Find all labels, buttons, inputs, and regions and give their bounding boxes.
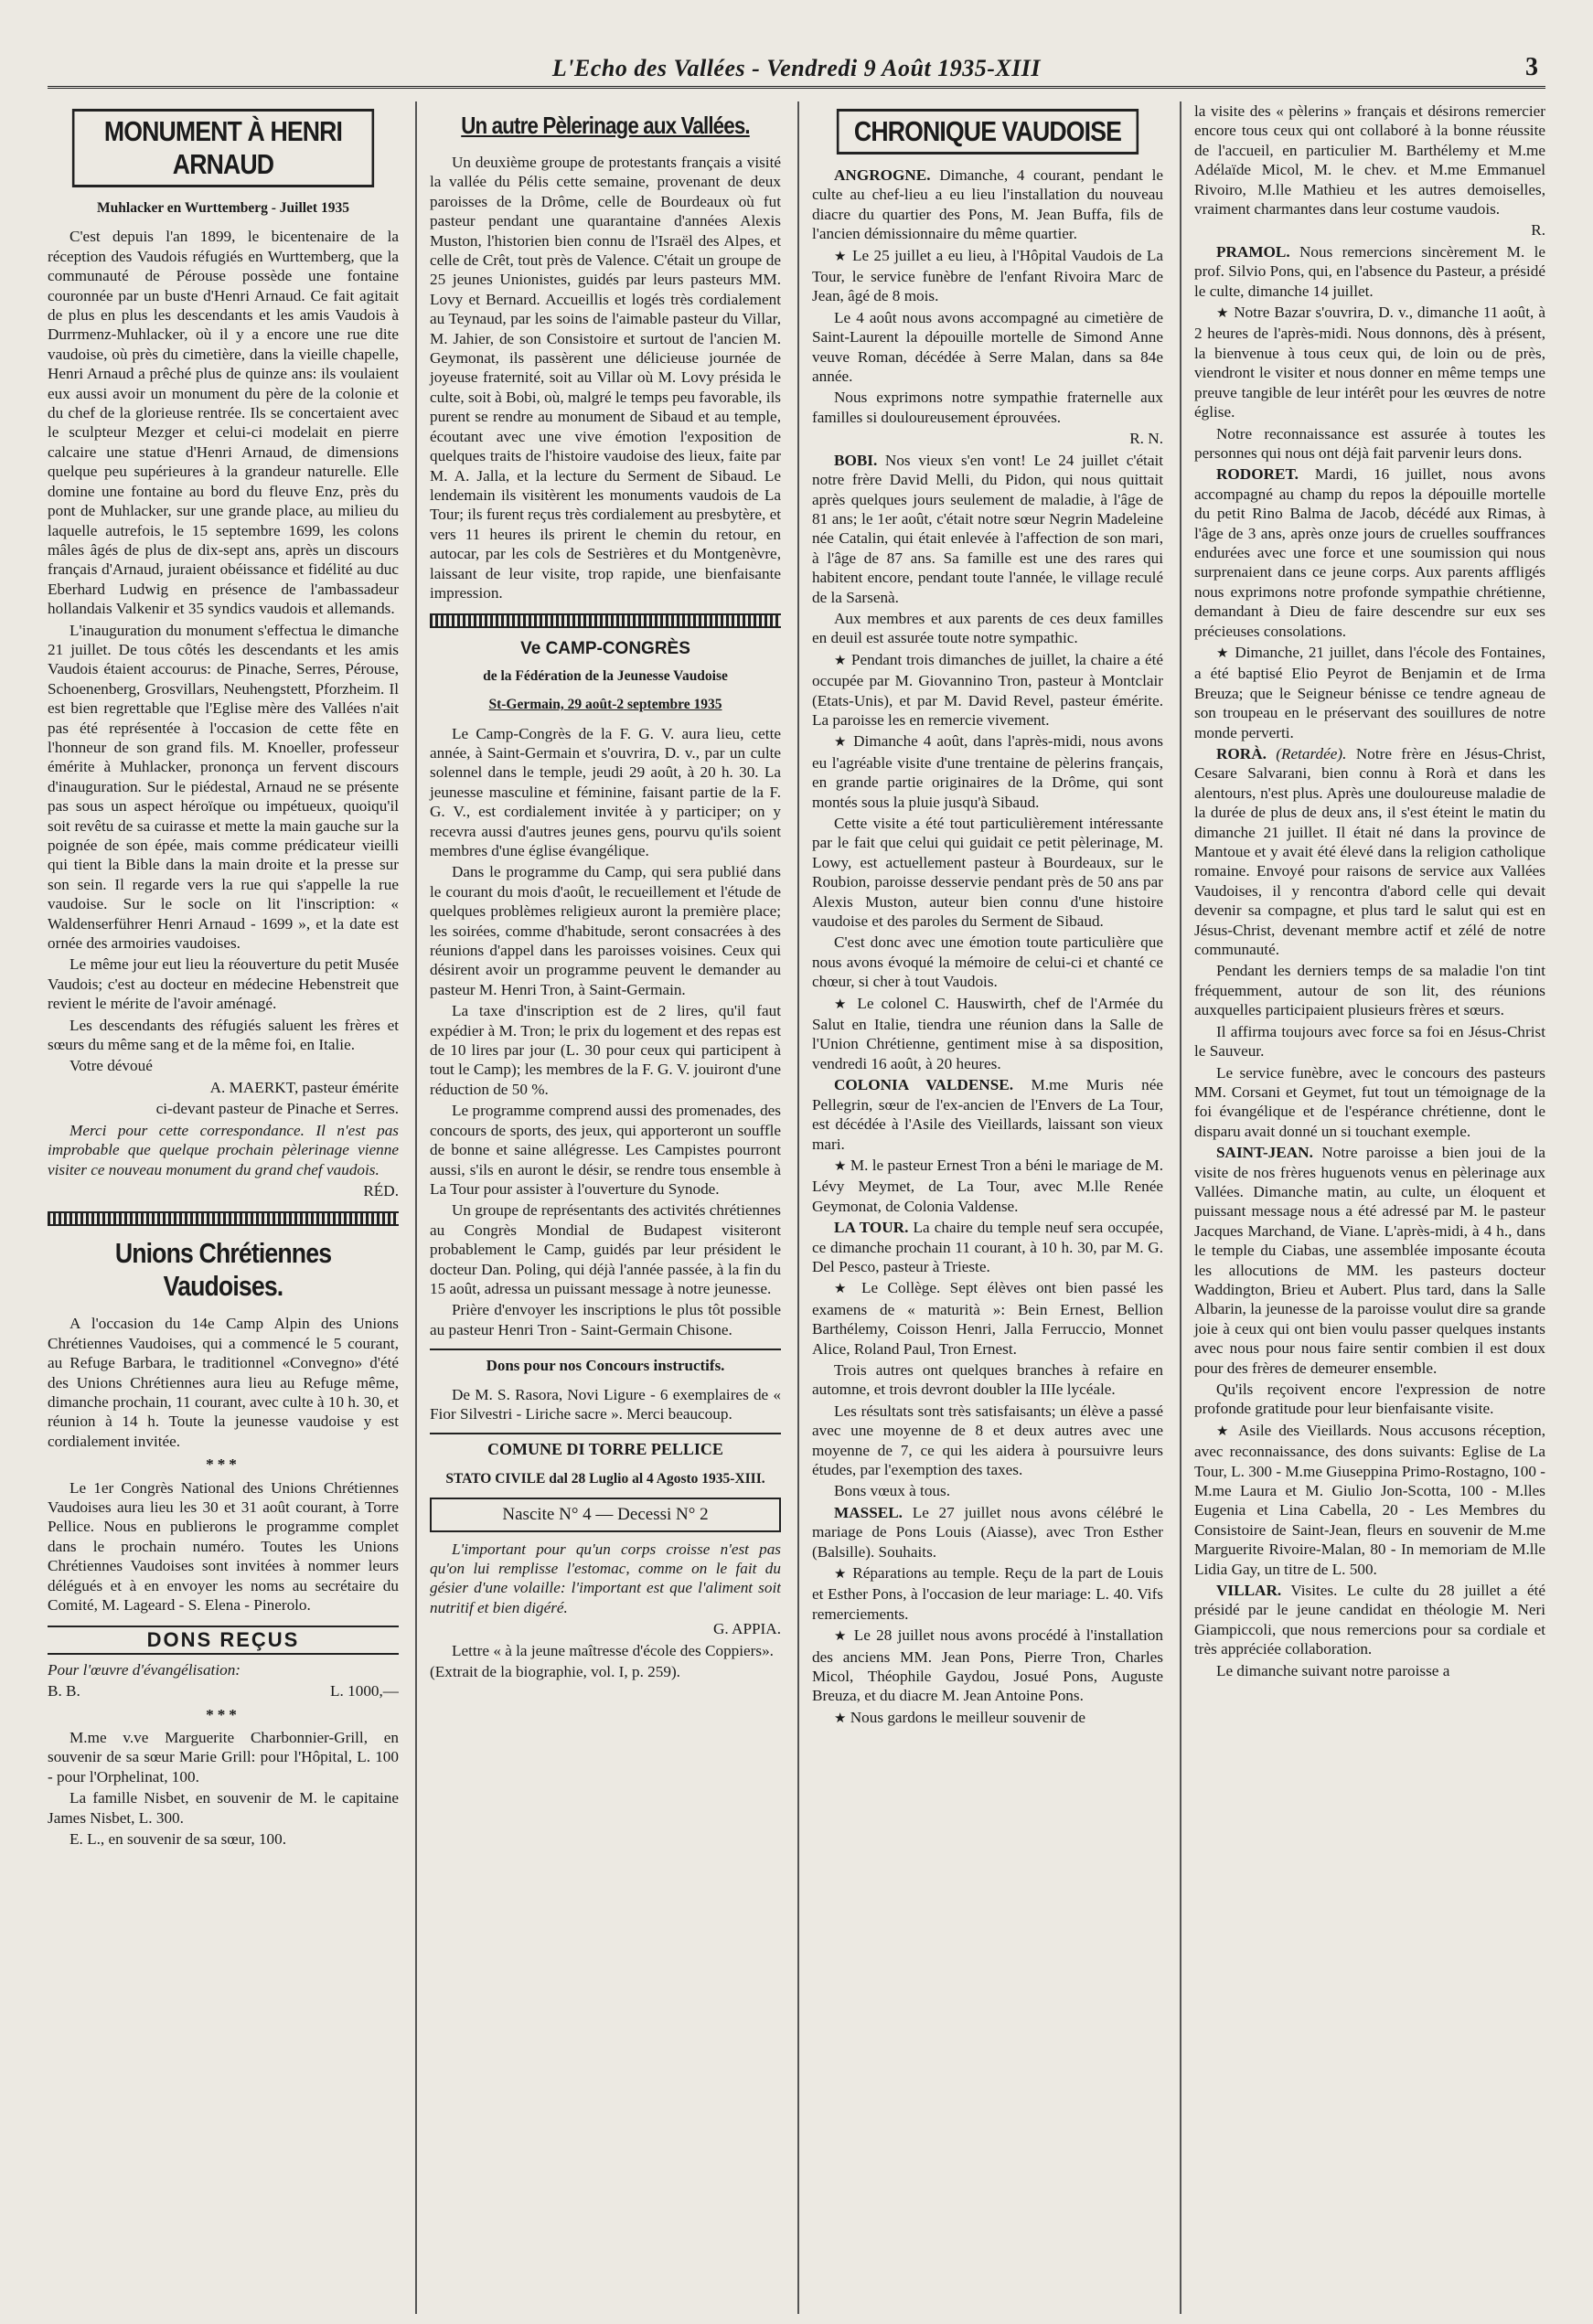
comune-title: COMUNE DI TORRE PELLICE: [487, 1440, 723, 1459]
column-2: [415, 101, 781, 2314]
place-rodoret: RODORET.: [1216, 465, 1299, 484]
stato-civile: STATO CIVILE dal 28 Luglio al 4 Agosto 1935-XIII.: [445, 1470, 765, 1487]
chronique-paragraph: ★ Dimanche, 21 juillet, dans l'école des Fontaines, a été baptisé Elio Peyrot de Benjamin et de Irma Breuza; que le Seigneur bénisse ce tendre agneau de son troupeau en le préservant des souillures de notre monde perverti.: [1194, 643, 1545, 741]
editor-note: [48, 1121, 399, 1179]
place-la-tour: LA TOUR.: [834, 1219, 909, 1237]
chronique-paragraph: [1194, 744, 1545, 959]
monument-title: MONUMENT À HENRI ARNAUD: [72, 109, 374, 187]
camp-paragraph: Le Camp-Congrès de la F. G. V. aura lieu, cette année, à Saint-Germain et s'ouvrira, D. v., par un culte solennel dans le temple, jeudi 29 août, à 20 h. 30. La jeunesse masculine et féminine, faisant partie de la F. G. V., est cordialement invitée à y participer; on y recevra aussi d'autres jeunes gens, pourvu qu'ils soient membres d'une église évangélique.: [430, 724, 781, 859]
dons-amount: L. 1000,—: [330, 1682, 399, 1700]
chronique-text: Le 25 juillet a eu lieu, à l'Hôpital Vaudois de La Tour, le service funèbre de l'enfant Rivoira Marc de Jean, âgé de 8 mois.: [812, 246, 1163, 305]
decorative-rule: [48, 1211, 399, 1226]
chronique-text: Mardi, 16 juillet, nous avons accompagné au champ du repos la dépouille mortelle du petit Rino Balma de Jacob, décédé aux Rimas, à l'âge de 3 ans, après onze jours de cruelles souffrances endurées avec une force et une soumission qui nous surprenaient dans ce jeune corps. Aux parents affligés nous exprimons notre profonde sympathie chrétienne, demandant à Dieu de faire descendre sur eux ses précieuses consolations.: [1194, 465, 1545, 640]
chronique-paragraph: [812, 1075, 1163, 1154]
dons-paragraph: E. L., en souvenir de sa sœur, 100.: [69, 1830, 287, 1849]
quote-text: L'important pour qu'un corps croisse n'est pas qu'on lui remplisse l'estomac, comme on le fait du gésier d'une volaille: l'important est que l'aliment soit nutritif et bien digéré.: [430, 1540, 781, 1616]
place-villar: VILLAR.: [1216, 1582, 1282, 1600]
chronique-paragraph: Bons vœux à tous.: [834, 1482, 951, 1500]
unions-title: Unions Chrétiennes Vaudoises.: [114, 1237, 332, 1303]
chronique-paragraph: [1194, 1143, 1545, 1378]
chronique-signature: R. N.: [1129, 430, 1163, 448]
chronique-paragraph: Notre reconnaissance est assurée à toutes les personnes qui nous ont déjà fait parvenir leurs dons.: [1194, 424, 1545, 462]
chronique-text: Nous remercions sincèrement M. le prof. Silvio Pons, qui, en l'absence du Pasteur, a présidé le culte, dimanche 14 juillet.: [1194, 242, 1545, 300]
masthead: [48, 48, 1545, 89]
chronique-paragraph: Qu'ils reçoivent encore l'expression de notre profonde gratitude pour leur bienfaisante visite.: [1194, 1381, 1545, 1418]
quote: [430, 1540, 781, 1618]
quote-extract: (Extrait de la biographie, vol. I, p. 259).: [430, 1663, 680, 1681]
chronique-paragraph: Il affirma toujours avec force sa foi en Jésus-Christ le Sauveur.: [1194, 1022, 1545, 1061]
chronique-text: La chaire du temple neuf sera occupée, ce dimanche prochain 11 courant, à 10 h. 30, par M. G. Del Pesco, pasteur à Trieste.: [812, 1219, 1163, 1275]
chronique-paragraph: C'est donc avec une émotion toute particulière que nous avons évoqué la mémoire de celui-ci et chanté ce chœur, si cher à tout Vaudois.: [812, 933, 1163, 991]
chronique-paragraph: [1194, 242, 1545, 301]
chronique-paragraph: ★ Le 25 juillet a eu lieu, à l'Hôpital Vaudois de La Tour, le service funèbre de l'enfant Rivoira Marc de Jean, âgé de 8 mois.: [812, 246, 1163, 305]
camp-subtitle: de la Fédération de la Jeunesse Vaudoise: [483, 667, 728, 684]
chronique-text: Le 27 juillet nous avons célébré le mariage de Pons Louis (Aiasse), avec Tron Esther (Balsille). Souhaits.: [812, 1503, 1163, 1561]
dons-donor: B. B.: [48, 1682, 80, 1700]
chronique-paragraph: ★ Dimanche 4 août, dans l'après-midi, nous avons eu l'agréable visite d'une trentaine de pèlerins français, en grande partie originaires de la Drôme, qui sont montés sous la pluie jusqu'à Sibaud.: [812, 732, 1163, 811]
chronique-text: Réparations au temple. Reçu de la part de Louis et Esther Pons, à l'occasion de leur mariage: L. 40. Vifs remerciements.: [812, 1564, 1163, 1623]
chronique-text: Dimanche 4 août, dans l'après-midi, nous avons eu l'agréable visite d'une trentaine de pèlerins français, en grande partie originaires de la Drôme, qui sont montés sous la pluie jusqu'à Sibaud.: [812, 732, 1163, 811]
chronique-paragraph: [812, 165, 1163, 244]
page-number: 3: [1525, 53, 1538, 81]
monument-dateline: Muhlacker en Wurttemberg - Juillet 1935: [97, 200, 349, 216]
place-angrogne: ANGROGNE.: [834, 166, 931, 184]
dons-subtitle-text: Pour l'œuvre d'évangélisation:: [48, 1660, 241, 1679]
chronique-paragraph: ★ Nous gardons le meilleur souvenir de: [834, 1708, 1086, 1726]
chronique-paragraph: ★ M. le pasteur Ernest Tron a béni le mariage de M. Lévy Meymet, de La Tour, avec M.lle Renée Geymonat, de Colonia Valdense.: [812, 1156, 1163, 1215]
camp-paragraph: Le programme comprend aussi des promenades, des concours de sports, des jeux, qui apporteront un souffle de bonne et saine allégresse. Les Campistes pourront aussi, s'ils en auront le désir, se rendre tous ensemble à La Tour pour assister à l'ouverture du Synode.: [430, 1102, 781, 1198]
rora-tag: (Retardée).: [1276, 745, 1347, 762]
separator-stars: ***: [206, 1455, 241, 1474]
place-rora: RORÀ.: [1216, 745, 1267, 762]
unions-paragraph: Le 1er Congrès National des Unions Chrétiennes Vaudoises aura lieu les 30 et 31 août courant, à Torre Pellice. Nous en publierons le programme complet dans le prochain numéro. Toutes les Unions Chrétiennes Vaudoises sont invitées à nommer leurs délégués et à en envoyer les noms au secrétaire du Comité, M. Lageard - S. Elena - Pinerolo.: [48, 1478, 399, 1614]
concours-title: Dons pour nos Concours instructifs.: [486, 1357, 725, 1375]
chronique-text: Nos vieux s'en vont! Le 24 juillet c'était notre frère David Melli, du Pidon, qui nous quittait après quelques jours seulement de maladie, à l'âge de 81 ans; le 1er août, c'était notre sœur Negrin Madeleine née Catalin, qui était enlevée à l'affection de son mari, à l'âge de 87 ans. Sa famille est une des rares qui habitent encore, pendant toute l'année, le village reculé de la Sarsenà.: [812, 451, 1163, 606]
chronique-text: Nous gardons le meilleur souvenir de: [850, 1708, 1086, 1726]
chronique-paragraph: [812, 1218, 1163, 1276]
place-pramol: PRAMOL.: [1216, 242, 1290, 261]
place-bobi: BOBI.: [834, 451, 878, 469]
dons-subtitle: [48, 1660, 399, 1679]
dons-paragraph: M.me v.ve Marguerite Charbonnier-Grill, en souvenir de sa sœur Marie Grill: pour l'Hôpital, L. 100 - pour l'Orphelinat, 100.: [48, 1729, 399, 1786]
chronique-text: Visites. Le culte du 28 juillet a été présidé par le jeune candidat en théologie M. Neri Giampiccoli, que nous remercions pour sa cordiale et très appréciée collaboration.: [1194, 1582, 1545, 1658]
chronique-paragraph: Le service funèbre, avec le concours des pasteurs MM. Corsani et Geymet, fut tout un témoignage de la foi évangélique et de l'espérance chrétienne, dont le disparu avait donné un si touchant exemple.: [1194, 1063, 1545, 1140]
chronique-text: Notre frère en Jésus-Christ, Cesare Salvarani, bien connu à Rorà et dans les alentours, n'est plus. Après une douloureuse maladie de la durée de plus de deux ans, il s'est éteint le matin du dimanche 21 juillet. Il était né dans la province de Mantoue et y avait été élevé dans la religion catholique romaine. Envoyé pour raisons de service aux Vallées Vaudoises, il y rencontra d'abord celle qui devait devenir sa compagne, et plus tard le salut qui est en Jésus-Christ, devenant membre actif et zélé de notre communauté.: [1194, 745, 1545, 959]
chronique-paragraph: ★ Pendant trois dimanches de juillet, la chaire a été occupée par M. Giovannino Tron, pasteur à Montclair (Etats-Unis), et par M. David Revel, pasteur émérite. La paroisse les en remercie vivement.: [812, 650, 1163, 729]
chronique-paragraph: [1194, 464, 1545, 641]
chronique-text: M. le pasteur Ernest Tron a béni le mariage de M. Lévy Meymet, de La Tour, avec M.lle Renée Geymonat, de Colonia Valdense.: [812, 1156, 1163, 1215]
chronique-text: M.me Muris née Pellegrin, sœur de l'ex-ancien de l'Envers de La Tour, est décédée à l'Asile des Vieillards, laissant son vieux mari.: [812, 1076, 1163, 1153]
pelerinage-paragraph: Un deuxième groupe de protestants français a visité la vallée du Pélis cette semaine, provenant de deux paroisses de la Drôme, celle de Bourdeaux où fut pasteur pendant une quarantaine d'années Alexis Muston, l'historien bien connu de l'Israël des Alpes, et celle de Crêt, tout près de Valence. C'était un groupe de 25 jeunes Unionistes, guidés par leurs pasteurs MM. Lovy et Bernard. Accueillis et logés très cordialement au Teynaud, par les soins de l'aimable pasteur du Villar, M. Jahier, de son Consistoire et surtout de l'ancien M. Geymonat, ils passèrent une délicieuse journée de joyeuse fraternité, soit au Villar où M. Lovy présida le culte, soit à Bobi, où, malgré le temps peu favorable, ils purent se rendre au monument de Sibaud et au temple, écoutant avec une vive émotion l'exposition de quelques traits de l'histoire vaudoise des lieux, faite par M. A. Jalla, et la lecture du Serment de Sibaud. Le lendemain ils visitèrent les monuments vaudois de La Tour; ils furent reçus très cordialement au presbytère, et vers 11 heures ils prirent le chemin du retour, en autocar, par les cols de Sestrières et du Montgenèvre, laissant de leur visite, trop rapide, une bienfaisante impression.: [430, 154, 781, 602]
signature-line: A. MAERKT, pasteur émérite: [209, 1078, 399, 1096]
column-1: [48, 101, 399, 2314]
camp-paragraph: Un groupe de représentants des activités chrétiennes au Congrès Mondial de Budapest visiteront probablement le Camp, guidés par leur président le docteur Dan. Poling, qui déjà l'année passée, à la fin du 15 août, adressa un puissant message à notre jeunesse.: [430, 1201, 781, 1297]
chronique-text: Notre Bazar s'ouvrira, D. v., dimanche 11 août, à 2 heures de l'après-midi. Nous donnons, dès à présent, la bienvenue à tous ceux qui, de loin ou de près, viendront le visiter et nous donner en même temps une preuve tangible de leur intérêt pour les œuvres de notre église.: [1194, 304, 1545, 421]
monument-paragraph: Les descendants des réfugiés saluent les frères et sœurs du même sang et de la même foi, en Italie.: [48, 1016, 399, 1054]
chronique-paragraph: Pendant les derniers temps de sa maladie l'on tint fréquemment, autour de son lit, des réunions auxquelles participaient plusieurs frères et sœurs.: [1194, 962, 1545, 1019]
chronique-paragraph: Le dimanche suivant notre paroisse a: [1216, 1661, 1450, 1679]
chronique-title: CHRONIQUE VAUDOISE: [837, 109, 1139, 155]
columns: [48, 101, 1545, 2314]
place-massel: MASSEL.: [834, 1503, 903, 1521]
separator-stars: ***: [206, 1705, 241, 1723]
decorative-rule: [430, 613, 781, 628]
camp-paragraph: Prière d'envoyer les inscriptions le plus tôt possible au pasteur Henri Tron - Saint-Germain Chisone.: [430, 1301, 781, 1338]
chronique-paragraph: [1194, 1581, 1545, 1659]
chronique-paragraph: ★ Asile des Vieillards. Nous accusons réception, avec reconnaissance, des dons suivants: Eglise de La Tour, L. 300 - M.me Giuseppina Primo-Rostagno, 100 - M.me Laura et M. Giulio Jon-Scotta, 100 - M.lles Eugenia et Lina Cabella, 20 - Les Membres du Consistoire de Saint-Jean, fleurs en souvenir de M.me Marguerite Rivoire-Malan, 80 - In memoriam de M.lle Lidia Gay, un titre de L. 500.: [1194, 1421, 1545, 1578]
chronique-paragraph: ★ Réparations au temple. Reçu de la part de Louis et Esther Pons, à l'occasion de leur mariage: L. 40. Vifs remerciements.: [812, 1564, 1163, 1623]
chronique-paragraph: [812, 1503, 1163, 1562]
signature-line: Votre dévoué: [69, 1057, 153, 1075]
chronique-paragraph: Trois autres ont quelques branches à refaire en automne, et trois devront doubler la IIIe lycéale.: [812, 1360, 1163, 1399]
chronique-paragraph: Les résultats sont très satisfaisants; un élève a passé avec une moyenne de 8 et deux autres avec une moyenne de 7, ce qui les aidera à poursuivre leurs études, par l'exemption des taxes.: [812, 1402, 1163, 1478]
chronique-paragraph: Cette visite a été tout particulièrement intéressante par le fait que celui qui guidait ce petit pèlerinage, M. Lowy, est actuellement pasteur à Bourdeaux, sur le Roubion, paroisse desservie pendant près de 50 ans par Alexis Muston, auteur bien connu d'une histoire vaudoise et des paroles du Serment de Sibaud.: [812, 815, 1163, 931]
place-colonia-valdense: COLONIA VALDENSE.: [834, 1076, 1014, 1094]
concours-paragraph: De M. S. Rasora, Novi Ligure - 6 exemplaires de « Fior Silvestri - Liriche sacre ». Merci beaucoup.: [430, 1385, 781, 1423]
column-4: [1180, 101, 1545, 2314]
chronique-text: Dimanche, 21 juillet, dans l'école des Fontaines, a été baptisé Elio Peyrot de Benjamin et de Irma Breuza; que le Seigneur bénisse ce tendre agneau de son troupeau en le préservant des souillures de notre monde perverti.: [1194, 643, 1545, 741]
camp-paragraph: La taxe d'inscription est de 2 lires, qu'il faut expédier à M. Tron; le prix du logement et des repas est de 10 lires par jour (L. 30 pour ceux qui participent à tout le Camp); les membres de la F. G. V. jouiront d'une réduction de 50 %.: [430, 1002, 781, 1098]
chronique-paragraph: [812, 451, 1163, 607]
chronique-text: Pendant trois dimanches de juillet, la chaire a été occupée par M. Giovannino Tron, pasteur à Montclair (Etats-Unis), et par M. David Revel, pasteur émérite. La paroisse les en remercie vivement.: [812, 650, 1163, 729]
chronique-text: Notre paroisse a bien joui de la visite de nos frères huguenots venus en pèlerinage aux Vallées. Dimanche matin, au culte, un éloquent et puissant message nous a été adressé par M. le pasteur Jacques Marchand, de Viane. L'après-midi, à 4 h., dans le temple du Ciabas, une assemblée imposante écouta les allocutions de MM. les pasteurs docteur Waddington, Brieu et Aubert. Plus tard, dans la Salle Albarin, la jeunesse de la paroisse voulut dire sa grande joie à ceux qui ont bien voulu passer quelques instants avec nous pour nous faire sentir combien il est doux pour des frères de demeurer ensemble.: [1194, 1144, 1545, 1377]
chronique-text: Le colonel C. Hauswirth, chef de l'Armée du Salut en Italie, tiendra une réunion dans la Salle de l'Union Chrétienne, gentiment mise à sa disposition, vendredi 16 août, à 20 heures.: [812, 994, 1163, 1072]
monument-paragraph: C'est depuis l'an 1899, le bicentenaire de la réception des Vaudois réfugiés en Wurttemberg, que la communauté de Pérouse possède une fontaine couronnée par un buste d'Henri Arnaud. Ce fait agitait de plus en plus les descendants et les amis Vaudois à Durrmenz-Muhlacker, où il y a encore une rue dite vaudoise, où près du cimetière, dans la vieille chapelle, Henri Arnaud a prêché plus de quinze ans: ils voulaient eux aussi avoir un monument du père de la colonie et du chef de la glorieuse rentrée. Ils se concertaient avec le sculpteur Mezger et celui-ci modelait en pierre calcaire une statue d'Henri Arnaud, de dimensions quelque peu supérieures à la grandeur naturelle. Elle domine une fontaine au bord du fleuve Enz, près du pont de Muhlacker, sur une grande place, au milieu du laquelle autrefois, le 15 septembre 1699, les colons mâles âgés de plus de dix-sept ans, après un discours français d'Arnaud, juraient obéissance et fidélité au duc Eberhard Ludwig en présence de l'ambassadeur hollandais Valkenir et 35 syndics vaudois et allemands.: [48, 228, 399, 618]
pelerinage-title: Un autre Pèlerinage aux Vallées.: [461, 112, 750, 139]
chronique-paragraph: ★ Le Collège. Sept élèves ont bien passé les examens de « maturità »: Bein Ernest, Bellion Barthélemy, Coisson Henri, Jalla Ferruccio, Monnet Alice, Roland Paul, Tron Ernest.: [812, 1279, 1163, 1358]
dons-row: [48, 1681, 399, 1700]
chronique-text: Le Collège. Sept élèves ont bien passé les examens de « maturità »: Bein Ernest, Bellion Barthélemy, Coisson Henri, Jalla Ferruccio, Monnet Alice, Roland Paul, Tron Ernest.: [812, 1279, 1163, 1358]
editor-note-text: Merci pour cette correspondance. Il n'est pas improbable que quelque prochain pèlerinage vienne visiter ce nouveau monument du grand chef vaudois.: [48, 1121, 399, 1178]
camp-date: St-Germain, 29 août-2 septembre 1935: [488, 697, 722, 713]
chronique-paragraph: ★ Le 28 juillet nous avons procédé à l'installation des anciens MM. Jean Pons, Pierre Tron, Charles Micol, Théophile Gaydou, Josué Pons, Auguste Breuza, et du diacre M. Jean Antoine Pons.: [812, 1626, 1163, 1705]
chronique-text: Le 28 juillet nous avons procédé à l'installation des anciens MM. Jean Pons, Pierre Tron, Charles Micol, Théophile Gaydou, Josué Pons, Auguste Breuza, et du diacre M. Jean Antoine Pons.: [812, 1626, 1163, 1705]
chronique-paragraph: ★ Le colonel C. Hauswirth, chef de l'Armée du Salut en Italie, tiendra une réunion dans la Salle de l'Union Chrétienne, gentiment mise à sa disposition, vendredi 16 août, à 20 heures.: [812, 994, 1163, 1072]
chronique-paragraph: la visite des « pèlerins » français et désirons remercier encore tous ceux qui ont collaboré à la bonne réussite de l'accueil, en particulier M. Barthélemy et M.me Adélaïde Micol, M. le chev. et M.me Emmanuel Rivoiro, M.lle Mathieu et les autres demoiselles, vraiment charmantes dans leur costume vaudois.: [1194, 102, 1545, 219]
dons-paragraph: La famille Nisbet, en souvenir de M. le capitaine James Nisbet, L. 300.: [48, 1789, 399, 1827]
chronique-text: Dimanche, 4 courant, pendant le culte au chef-lieu a eu lieu l'installation du nouveau diacre du quartier des Pons, M. Jean Buffa, fils de l'ancien démissionnaire du même quartier.: [812, 166, 1163, 243]
monument-paragraph: Le même jour eut lieu la réouverture du petit Musée Vaudois; c'est au docteur en médecine Hebenstreit que revient le mérite de l'avoir aménagé.: [48, 955, 399, 1013]
chronique-paragraph: Aux membres et aux parents de ces deux familles en deuil est assurée toute notre sympathic.: [812, 609, 1163, 647]
signature-line: ci-devant pasteur de Pinache et Serres.: [155, 1100, 399, 1118]
place-saint-jean: SAINT-JEAN.: [1216, 1144, 1313, 1162]
chronique-signature: R.: [1531, 221, 1545, 240]
monument-paragraph: L'inauguration du monument s'effectua le dimanche 21 juillet. De tous côtés les descendants et les amis Vaudois étaient accourus: de Pinache, Serres, Pérouse, Schoenenberg, Grosvillars, Neuhengstett, Pforzheim. Il est bien regrettable que l'Eglise mère des Vallées n'ait pas été représentée à l'occasion de cette fête en l'honneur de son grand fils. M. Knoeller, professeur émérite à Muhlacker, prononça un fervent discours d'inauguration. Sur le piédestal, Arnaud ne se présente pas sous un aspect héroïque ou impétueux, quoiqu'il soit revêtu de sa cuirasse et mette la main gauche sur la poignée de son épée, mais comme prédicateur vieilli qui tient la Bible dans la main droite et la presse sur son sein. Il regarde vers la rue qui s'appelle la rue vaudoise. Sur le socle on lit l'inscription: « Waldenserführer Henri Arnaud - 1699 », et la date est ornée des armoiries vaudoises.: [48, 621, 399, 953]
chronique-paragraph: ★ Notre Bazar s'ouvrira, D. v., dimanche 11 août, à 2 heures de l'après-midi. Nous donnons, dès à présent, la bienvenue à tous ceux qui, de loin ou de près, viendront le visiter et nous donner en même temps une preuve tangible de leur intérêt pour les œuvres de notre église.: [1194, 304, 1545, 421]
chronique-paragraph: Le 4 août nous avons accompagné au cimetière de Saint-Laurent la dépouille mortelle de Simond Anne veuve Roman, décédée à Serre Malan, dans sa 84e année.: [812, 308, 1163, 386]
camp-paragraph: Dans le programme du Camp, qui sera publié dans le courant du mois d'août, le recueillement et l'étude de quelques problèmes religieux auront la première place; les soirées, comme d'habitude, seront consacrées à des réunions d'appel dans les paroisses voisines. Ceux qui désirent avoir un programme peuvent le demander au pasteur M. Henri Tron, à Saint-Germain.: [430, 863, 781, 998]
camp-title: Ve CAMP-CONGRÈS: [520, 639, 690, 659]
dons-title: DONS REÇUS: [48, 1626, 399, 1654]
column-3: [797, 101, 1163, 2314]
births-deaths-box: Nascite N° 4 — Decessi N° 2: [430, 1498, 781, 1531]
chronique-text: Asile des Vieillards. Nous accusons réception, avec reconnaissance, des dons suivants: Eglise de La Tour, L. 300 - M.me Giuseppina Primo-Rostagno, 100 - M.me Laura et M. Giulio Jon-Scotta, 100 - M.lles Eugenia et Lina Cabella, 20 - Les Membres du Consistoire de Saint-Jean, fleurs en souvenir de M.me Marguerite Rivoire-Malan, 80 - In memoriam de M.lle Lidia Gay, un titre de L. 500.: [1194, 1421, 1545, 1578]
editor-signature: RÉD.: [363, 1181, 399, 1199]
quote-signature: G. APPIA.: [712, 1620, 781, 1638]
newspaper-title: L'Echo des Vallées - Vendredi 9 Août 1935-XIII: [551, 55, 1042, 81]
quote-source: Lettre « à la jeune maîtresse d'école des Coppiers».: [452, 1641, 774, 1659]
chronique-paragraph: Nous exprimons notre sympathie fraternelle aux familles si douloureusement éprouvées.: [812, 389, 1163, 426]
unions-paragraph: A l'occasion du 14e Camp Alpin des Unions Chrétiennes Vaudoises, qui a commencé le 5 courant, au Refuge Barbara, le traditionnel «Convegno» d'été des Unions Chrétiennes aura lieu au Refuge même, dimanche prochain, 11 courant, avec culte à 10 h. 30, et réunion à 14 h. Toute la jeunesse vaudoise y est cordialement invitée.: [48, 1315, 399, 1450]
